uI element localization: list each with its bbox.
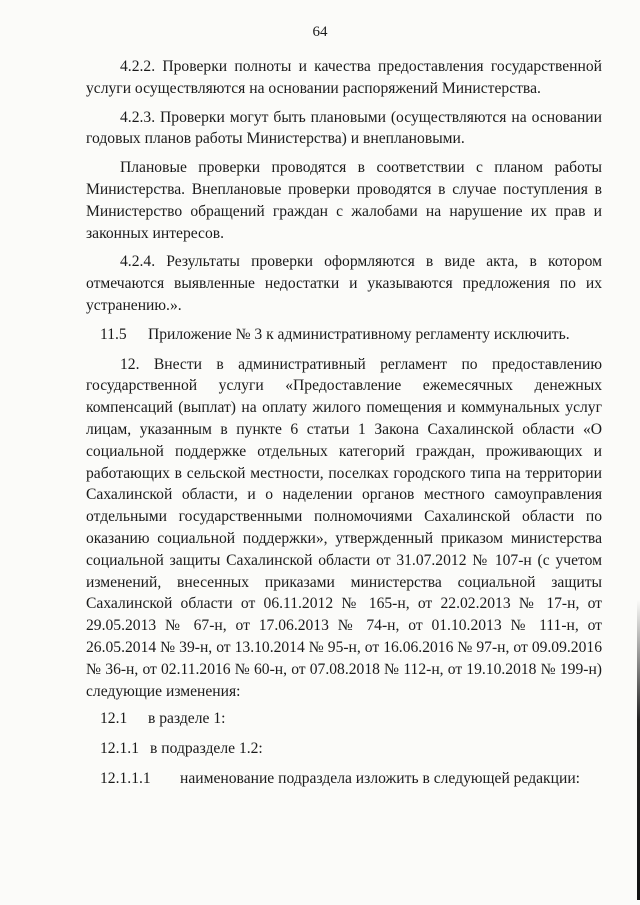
item-11-5 [86, 324, 602, 346]
item-number: 12.1 [100, 710, 128, 728]
document-body [86, 56, 602, 798]
paragraph-4-2-2: 4.2.2. Проверки полноты и качества предоставления государственной услуги осуществляются на основании распоряжений Министерства. [86, 58, 602, 97]
paragraph-planned-checks: Плановые проверки проводятся в соответствии с планом работы Министерства. Внеплановые проверки проводятся в случае поступления в Министерство обращений граждан с жалобами на нарушение их прав и законных интересов. [86, 159, 602, 242]
paragraph-4-2-4: 4.2.4. Результаты проверки оформляются в виде акта, в котором отмечаются выявленные недостатки и указываются предложения по их устранению.». [86, 253, 602, 314]
item-number: 12.1.1.1 [100, 769, 151, 787]
paragraph-12: 12. Внести в административный регламент по предоставлению государственной услуги «Предоставление ежемесячных денежных компенсаций (выплат) на оплату жилого помещения и коммунальных услуг лицам, указанным в пункте 6 статьи 1 Закона Сахалинской области «О социальной поддержке отдельных категорий граждан, проживающих и работающих в сельской местности, поселках городского типа на территории Сахалинской области, и о наделении органов местного самоуправления отдельными государственными полномочиями Сахалинской области по оказанию социальной поддержки», утвержденный приказом министерства социальной защиты Сахалинской области от 31.07.2012 № 107-н (с учетом изменений, внесенных приказами министерства социальной защиты Сахалинской области от 06.11.2012 № 165-н, от 22.02.2013 № 17-н, от 29.05.2013 № 67-н, от 17.06.2013 № 74-н, от 01.10.2013 № 111-н, от 26.05.2014 № 39-н, от 13.10.2014 № 95-н, от 16.06.2016 № 97-н, от 09.09.2016 № 36-н, от 02.11.2016 № 60-н, от 07.08.2018 № 112-н, от 19.10.2018 № 199-н) следующие изменения: [86, 355, 602, 700]
item-12-1 [86, 708, 602, 730]
item-12-1-1-1 [86, 768, 602, 790]
item-12-1-1 [86, 738, 602, 760]
item-text: в подразделе 1.2: [150, 740, 263, 758]
paragraph-4-2-3: 4.2.3. Проверки могут быть плановыми (осуществляются на основании годовых планов работы Министерства) и внеплановыми. [86, 108, 602, 148]
item-number: 12.1.1 [100, 740, 139, 758]
item-text: Приложение № 3 к административному регламенту исключить. [148, 325, 570, 343]
item-number: 11.5 [100, 325, 127, 343]
item-text: в разделе 1: [148, 710, 226, 728]
item-text: наименование подраздела изложить в следующей редакции: [180, 769, 580, 787]
page-number: 64 [312, 24, 328, 40]
